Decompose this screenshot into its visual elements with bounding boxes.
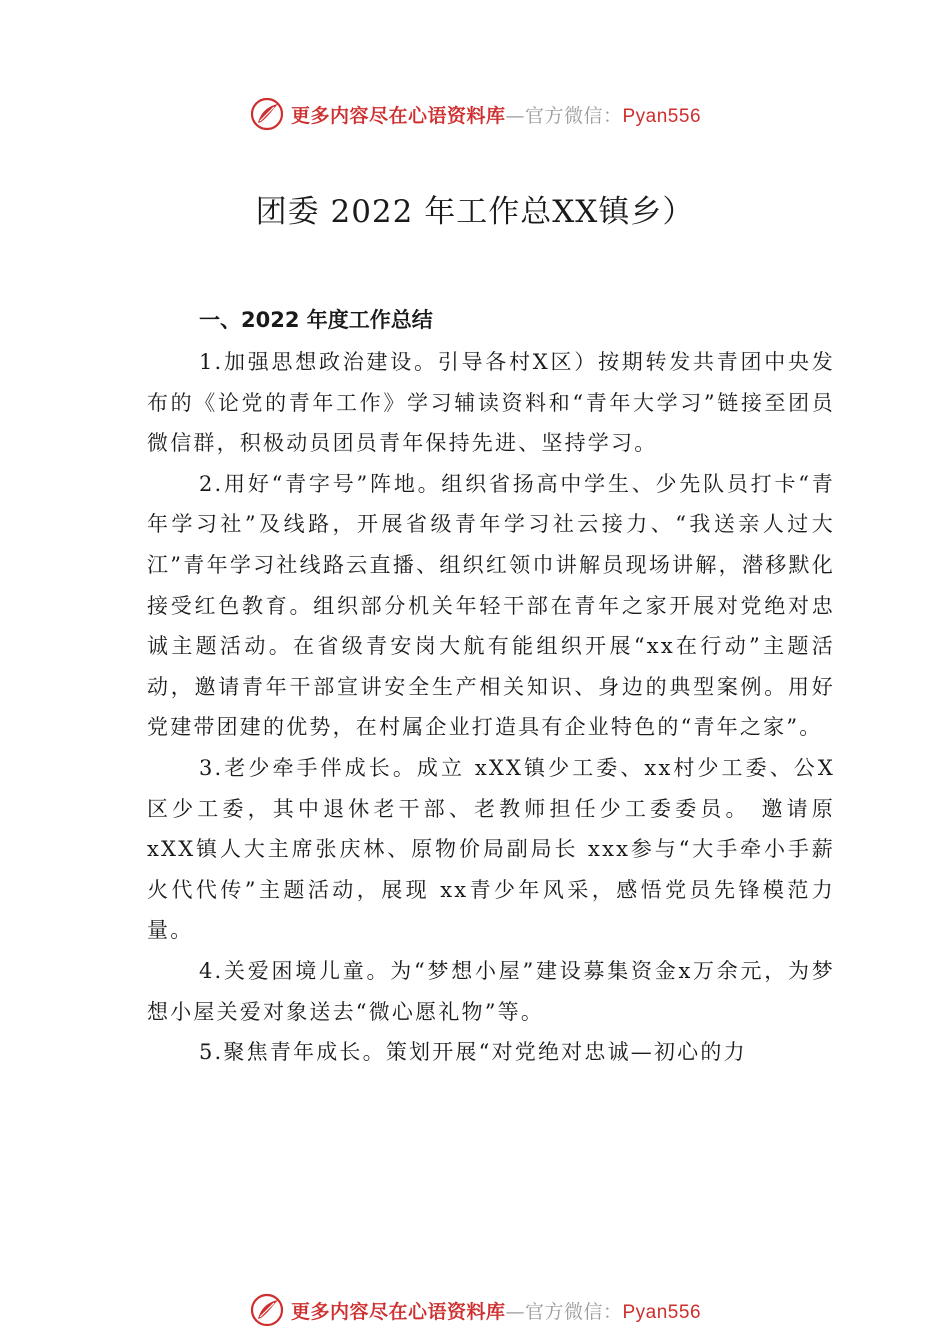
paragraph-4: 4.关爱困境儿童。为“梦想小屋”建设募集资金x万余元，为梦想小屋关爱对象送去“微心愿礼物”等。 (147, 958, 835, 1024)
watermark-text (291, 1297, 701, 1324)
section-heading: 一、2022 年度工作总结 (199, 308, 433, 332)
watermark-brand: 更多内容尽在心语资料库 (290, 1300, 506, 1323)
watermark-separator: — (505, 1300, 525, 1323)
watermark-header (0, 94, 950, 134)
document-title: 团委 2022 年工作总XX镇乡） (255, 194, 695, 230)
watermark-wechat-label: 官方微信： (524, 1300, 623, 1323)
paragraph-1: 1.加强思想政治建设。引导各村X区）按期转发共青团中央发布的《论党的青年工作》学习辅读资料和“青年大学习”链接至团员微信群，积极动员团员青年保持先进、坚持学习。 (147, 350, 835, 456)
watermark-wechat-id: Pyan556 (622, 1301, 702, 1323)
leaf-pen-logo-icon (249, 96, 285, 132)
document-body (147, 298, 835, 1073)
leaf-pen-logo-icon (249, 1292, 285, 1328)
watermark-separator: — (505, 104, 525, 127)
paragraph-5: 5.聚焦青年成长。策划开展“对党绝对忠诚—初心的力 (199, 1040, 747, 1065)
paragraph-2: 2.用好“青字号”阵地。组织省扬高中学生、少先队员打卡“青年学习社”及线路，开展省级青年学习社云接力、“我送亲人过大江”青年学习社线路云直播、组织红领巾讲解员现场讲解，潜移默化接受红色教育。组织部分机关年轻干部在青年之家开展对党绝对忠诚主题活动。在省级青安岗大航有能组织开展“xx在行动”主题活动，邀请青年干部宣讲安全生产相关知识、身边的典型案例。用好党建带团建的优势，在村属企业打造具有企业特色的“青年之家”。 (147, 471, 835, 740)
watermark-wechat-label: 官方微信： (524, 104, 623, 127)
watermark-brand: 更多内容尽在心语资料库 (290, 104, 506, 127)
watermark-text (291, 101, 701, 128)
watermark-wechat-id: Pyan556 (622, 105, 702, 127)
paragraph-3: 3.老少牵手伴成长。成立 xXX镇少工委、xx村少工委、公X区少工委，其中退休老干部、老教师担任少工委委员。 邀请原 xXX镇人大主席张庆林、原物价局副局长 xxx参与“大手牵小手薪火代代传”主题活动，展现 xx青少年风采，感悟党员先锋模范力量。 (147, 755, 835, 943)
watermark-footer (0, 1290, 950, 1330)
